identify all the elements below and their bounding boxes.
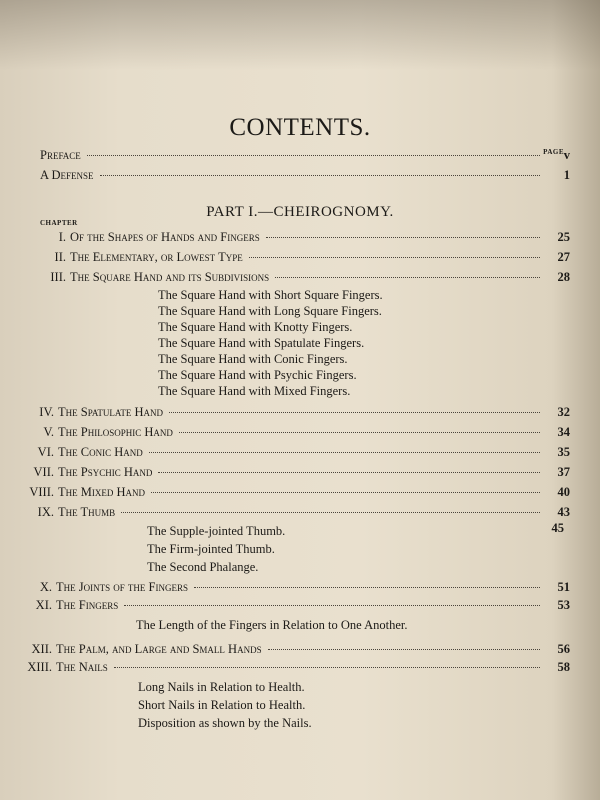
chapter-page: 32 xyxy=(557,405,570,419)
chapter-page: 53 xyxy=(557,598,570,612)
subsection-line: The Firm-jointed Thumb. xyxy=(147,542,275,556)
toc-chapter-entry xyxy=(18,505,570,521)
subsection-line: The Length of the Fingers in Relation to One Another. xyxy=(136,618,408,632)
toc-chapter-entry xyxy=(12,660,570,676)
chapter-page: 35 xyxy=(557,445,570,459)
page-shadow xyxy=(0,0,600,70)
dot-leader xyxy=(266,237,540,238)
chapter-title: The Thumb xyxy=(58,505,116,519)
subsection-line: The Supple-jointed Thumb. xyxy=(147,524,286,538)
dot-leader xyxy=(169,412,540,413)
chapter-page: 25 xyxy=(557,230,570,244)
contents-title: CONTENTS. xyxy=(229,114,371,141)
subsection-line: The Square Hand with Spatulate Fingers. xyxy=(158,336,365,350)
dot-leader xyxy=(121,512,540,513)
chapter-title: The Spatulate Hand xyxy=(58,405,164,419)
dot-leader xyxy=(124,605,540,606)
toc-chapter-entry xyxy=(18,445,570,461)
subsection-line: The Square Hand with Conic Fingers. xyxy=(158,352,348,366)
toc-entry-preface xyxy=(40,148,570,164)
chapter-title: The Philosophic Hand xyxy=(58,425,173,439)
toc-chapter-entry xyxy=(12,642,570,658)
chapter-number: XII. xyxy=(31,642,52,656)
toc-chapter-entry xyxy=(16,598,570,614)
chapter-number: XI. xyxy=(35,598,52,612)
chapter-number: XIII. xyxy=(27,660,52,674)
chapter-number: IX. xyxy=(37,505,54,519)
dot-leader xyxy=(114,667,540,668)
subsection-line: The Square Hand with Psychic Fingers. xyxy=(158,368,357,382)
chapter-page: 27 xyxy=(557,250,570,264)
chapter-page: 45 xyxy=(551,521,564,535)
chapter-page: 56 xyxy=(557,642,570,656)
dot-leader xyxy=(275,277,540,278)
chapter-number: III. xyxy=(50,270,66,284)
dot-leader xyxy=(179,432,540,433)
chapter-title: The Nails xyxy=(56,660,108,674)
chapter-page: 43 xyxy=(557,505,570,519)
dot-leader xyxy=(268,649,540,650)
chapter-title: The Joints of the Fingers xyxy=(56,580,188,594)
chapter-title: The Conic Hand xyxy=(58,445,143,459)
chapter-title: The Psychic Hand xyxy=(58,465,153,479)
chapter-number: X. xyxy=(39,580,52,594)
entry-page: v xyxy=(563,148,570,162)
toc-chapter-entry xyxy=(18,465,570,481)
dot-leader xyxy=(249,257,540,258)
chapter-page: 34 xyxy=(557,425,570,439)
subsection-line: The Square Hand with Long Square Fingers. xyxy=(158,304,382,318)
chapter-title: The Palm, and Large and Small Hands xyxy=(56,642,262,656)
chapter-page: 28 xyxy=(557,270,570,284)
entry-title: Preface xyxy=(40,148,81,162)
chapter-title: The Fingers xyxy=(56,598,119,612)
dot-leader xyxy=(158,472,540,473)
dot-leader xyxy=(87,155,540,156)
chapter-number: VIII. xyxy=(29,485,54,499)
chapter-title: Of the Shapes of Hands and Fingers xyxy=(70,230,260,244)
chapter-number: V. xyxy=(43,425,54,439)
chapter-number: I. xyxy=(58,230,66,244)
subsection-line: The Square Hand with Mixed Fingers. xyxy=(158,384,351,398)
toc-continuation-page xyxy=(540,521,570,537)
chapter-title: The Mixed Hand xyxy=(58,485,146,499)
toc-chapter-entry xyxy=(18,425,570,441)
dot-leader xyxy=(100,175,541,176)
toc-chapter-entry xyxy=(30,230,570,246)
chapter-title: The Elementary, or Lowest Type xyxy=(70,250,243,264)
chapter-number: VI. xyxy=(37,445,54,459)
dot-leader xyxy=(149,452,540,453)
subsection-line: Long Nails in Relation to Health. xyxy=(138,680,305,694)
subsection-line: The Square Hand with Knotty Fingers. xyxy=(158,320,353,334)
subsection-line: The Second Phalange. xyxy=(147,560,259,574)
entry-title: A Defense xyxy=(40,168,94,182)
part-title: PART I.—CHEIROGNOMY. xyxy=(206,204,394,220)
chapter-number: II. xyxy=(54,250,66,264)
chapter-column-label: CHAPTER xyxy=(40,219,78,227)
subsection-line: Disposition as shown by the Nails. xyxy=(138,716,312,730)
toc-chapter-entry xyxy=(30,250,570,266)
subsection-line: The Square Hand with Short Square Fingers. xyxy=(158,288,383,302)
dot-leader xyxy=(151,492,540,493)
chapter-page: 37 xyxy=(557,465,570,479)
chapter-page: 51 xyxy=(557,580,570,594)
chapter-number: IV. xyxy=(39,405,54,419)
dot-leader xyxy=(194,587,540,588)
subsection-line: Short Nails in Relation to Health. xyxy=(138,698,306,712)
toc-chapter-entry xyxy=(18,405,570,421)
page-column-label: PAGE xyxy=(543,148,564,156)
chapter-title: The Square Hand and its Subdivisions xyxy=(70,270,270,284)
chapter-page: 58 xyxy=(557,660,570,674)
chapter-number: VII. xyxy=(33,465,54,479)
toc-chapter-entry xyxy=(16,580,570,596)
toc-chapter-entry xyxy=(18,485,570,501)
toc-entry-defense xyxy=(40,168,570,184)
entry-page: 1 xyxy=(563,168,570,182)
toc-chapter-entry xyxy=(30,270,570,286)
chapter-page: 40 xyxy=(557,485,570,499)
